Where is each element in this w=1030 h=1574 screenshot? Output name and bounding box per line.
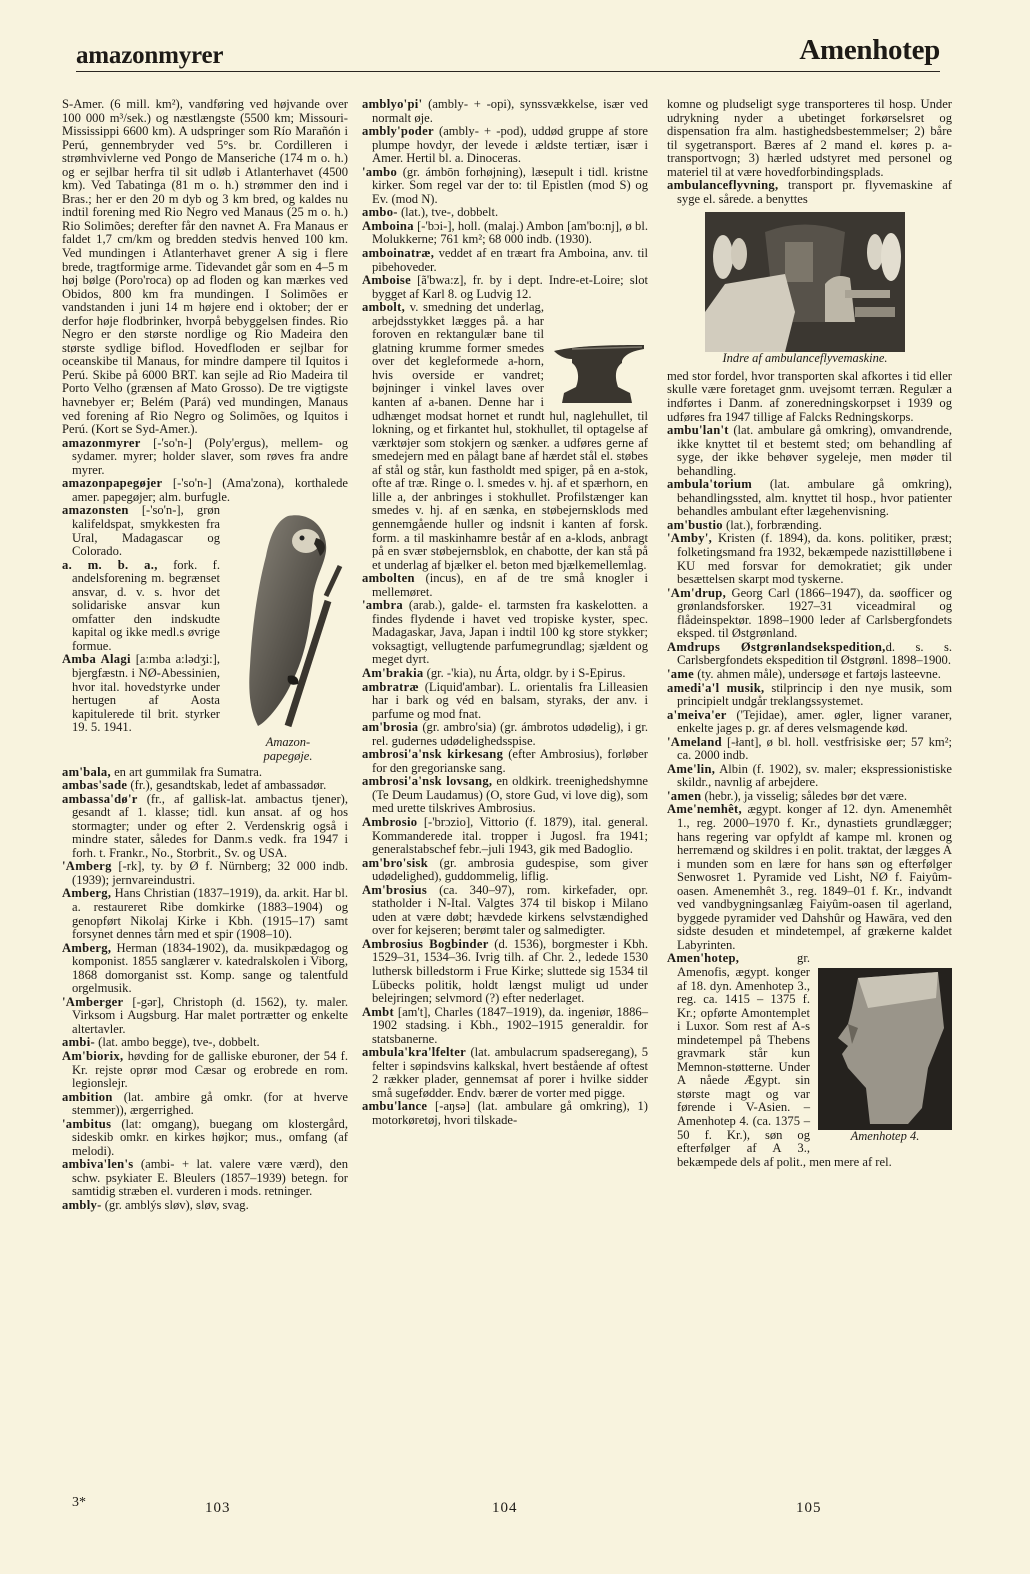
headword: amazonmyrer xyxy=(62,435,141,450)
headword: amazonpapegøjer xyxy=(62,476,163,491)
headword: amazonsten xyxy=(62,503,129,518)
headword: Amberg, xyxy=(62,940,112,955)
parrot-caption: Amazon- papegøje. xyxy=(263,735,313,763)
headword: ambu'lan't xyxy=(667,423,729,438)
entry: ambula'kra'lfelter (lat. ambulacrum spadseregang), 5 felter i søpindsvins kalkskal, hvert bestående af oftest 2 rækker plader, gennemsat af porer i hvilke sidder små sugefødder. Endv. bærer de vorter med pigge. xyxy=(362,1045,648,1100)
header-rule xyxy=(76,71,940,72)
entry: a. m. b. a., fork. f. andelsforening m. begrænset ansvar, d. v. s. hvor det solidariske ansvar kun omfatter den indskudte kapital og ikke medl.s øvrige formue. xyxy=(62,557,220,653)
entry: ambratræ (Liquid'ambar). L. orientalis fra Lilleasien har i bark og véd en balsam, styraks, der anv. i parfume og mod fnat. xyxy=(362,679,648,721)
headword: ambrosi'a'nsk lovsang, xyxy=(362,774,493,789)
headword: ambu'lance xyxy=(362,1099,428,1114)
entry: ambiva'len's (ambi- + lat. valere være værd), den schw. psykiater E. Bleulers (1857–1939) betegn. for samtidig stræben el. vurderen i mods. retninger. xyxy=(62,1157,348,1199)
entry: 'ambra (arab.), galde- el. tarmsten fra kaskelotten. a findes flydende i havet ved tropiske kyster, spec. Madagaskar, Java, Japan i indtil 100 kg store stykker; voksagtigt, vellugtende parfumegrundlag; sjældent og meget dyrt. xyxy=(362,598,648,667)
headword: a'meiva'er xyxy=(667,707,727,722)
column-1 xyxy=(62,98,348,1213)
entry: Amba Alagi [a:mba a:lədʒi:], bjergfæstn. i NØ-Abessinien, hvor ital. hovedstyrke under hertugen af Aosta kapitulerede til brit. styrker 19. 5. 1941. xyxy=(62,652,220,735)
right-guideword: Amenhotep xyxy=(799,34,940,66)
headword: 'amen xyxy=(667,788,702,803)
entry: Ambrosio [-'brɔzio], Vittorio (f. 1879), ital. general. Kommanderede ital. tropper i Jugosl. fra 1941; generalstabschef febr.–juli 1943, gik med Badoglio. xyxy=(362,814,648,857)
page-number-103: 103 xyxy=(205,1500,231,1516)
column-3 xyxy=(667,98,952,1169)
entry-continuation: komne og pludseligt syge transporteres til hosp. Under udrykning nyder a ubetinget forkørselsret og dispensation fra alm. hastighedsbestemmelser; 2) båre til sygetransport. Bæres af 2 mand el. køres p. a-transportvogn; 3) hærled udstyret med personel og materiel til at være hovedforbindingsplads. xyxy=(667,97,952,179)
entry: ambu'lance [-aŋsə] (lat. ambulare gå omkring), 1) motorkøretøj, hvori tilskade- xyxy=(362,1099,648,1128)
entry: 'Am'drup, Georg Carl (1866–1947), da. søofficer og grønlandsforsker. 1927–31 viceadmiral og flådeinspektør. 1898–1900 leder af Carlsbergfondets eksped. til Østgrønland. xyxy=(667,585,952,641)
headword: amblyo'pi' xyxy=(362,97,423,111)
headword: 'Am'drup, xyxy=(667,585,727,600)
headword: am'bustio xyxy=(667,517,723,532)
entry: ambolten (incus), en af de tre små knogler i mellemøret. xyxy=(362,571,648,599)
entry: ambu'lan't (lat. ambulare gå omkring), omvandrende, ikke knyttet til et bestemt sted; om behandling af syge, der ikke behøver sygeleje, men møder til behandling. xyxy=(667,423,952,478)
headword: Amberg, xyxy=(62,886,112,901)
headword: am'bro'sisk xyxy=(362,855,429,870)
entry: 'Amberger [-gər], Christoph (d. 1562), ty. maler. Virksom i Augsburg. Har malet portrætter og enkelte altertavler. xyxy=(62,994,348,1036)
headword: Ame'lin, xyxy=(667,761,716,776)
headword: 'ambo xyxy=(362,164,398,179)
headword: ambo- xyxy=(362,205,398,220)
headword: Am'brosius xyxy=(362,882,428,897)
entry: 'ambitus (lat: omgang), buegang om klostergård, sideskib omkr. en kirkes højkor; mus., omfang (af melodi). xyxy=(62,1116,348,1158)
page-header xyxy=(76,34,940,74)
entry-continuation: med stor fordel, hvor transporten skal afkortes i tid eller skulle være foretaget gnm. uvejsomt terræn. Regulær a indførtes i Danm. af zoneredningskorpset i 1939 og udføres fra 1947 tillige af Falcks Redningskorps. xyxy=(667,368,952,424)
headword: 'Amberger xyxy=(62,994,124,1009)
amenhotep-caption: Amenhotep 4. xyxy=(850,1129,920,1144)
page-number-105: 105 xyxy=(796,1500,822,1516)
entry: Am'brosius (ca. 340–97), rom. kirkefader, opr. statholder i N-Ital. Valgtes 374 til biskop i Milano uden at være døbt; hævdede kirkens selvstændighed over for kejseren; berømt taler og salmedigter. xyxy=(362,882,648,938)
entry: ambly'poder (ambly- + -pod), uddød gruppe af store plumpe hovdyr, der levede i ældste tertiær, især i Amer. Hertil bl. a. Dinoceras. xyxy=(362,124,648,166)
headword: Ambrosius Bogbinder xyxy=(362,936,489,951)
headword: ambi- xyxy=(62,1035,95,1050)
amenhotep-figure xyxy=(818,968,952,1144)
headword: ambulanceflyvning, xyxy=(667,178,779,193)
headword: 'ame xyxy=(667,666,695,681)
headword: Ambrosio xyxy=(362,814,418,829)
entry: Ambt [am't], Charles (1847–1919), da. ingeniør, 1886–1902 stadsing. i Kbh., 1902–1915 generaldir. for statsbanerne. xyxy=(362,1004,648,1046)
headword: Am'brakia xyxy=(362,665,424,680)
entry: am'bala, en art gummilak fra Sumatra. xyxy=(62,764,263,779)
headword: 'ambitus xyxy=(62,1116,112,1131)
entry: Am'brakia (gr. -'kia), nu Árta, oldgr. by i S-Epirus. xyxy=(362,665,626,680)
entry: ambolt, v. smedning det underlag, arbejdsstykket lægges på. a har foroven en rektangulær bane til glatning krumme former smedes over det kegleformede a-horn, hvis overside er vandret; bøjninger i vinkel laves over kanten af a-banen. Denne har i udhænget modsat hornet et rundt hul, naglehullet, til lokning, og et firkantet hul, stokhullet, til optagelse af værktøjer som stokjern og sænker. a udføres gerne af smedejern med en pålagt bane af hærdet stål el. støbes af stål og står, kun fastholdt med spiger, på en a-stok, ofte af træ. Ringe o. l. smedes v. hj. af et spærhorn, en lille a, der anbringes i stokhullet. Profilstænger kan smedes v. hj. af en sænka, en støbejernsklods med gennemgående huller og indsnit i kanten af forsk. form. a til maskinhamre består af en a-klods, anbragt på en svær støbejernsblok, en chabotte, der kan stå på et underlag af bjælker el. beton med bjælkemellemlag. xyxy=(362,300,648,572)
headword: 'Amby', xyxy=(667,531,713,546)
entry: Amboise [ã'bwa:z], fr. by i dept. Indre-et-Loire; slot bygget af Karl 8. og Ludvig 12. xyxy=(362,273,648,301)
entry: amboinatræ, veddet af en træart fra Amboina, anv. til pibehoveder. xyxy=(362,246,648,274)
entry: Amberg, Hans Christian (1837–1919), da. arkit. Har bl. a. restaureret Ribe domkirke (1883–1904) og genopført Nikolaj Kirke i Kbh. (1915–17) samt forsynet dennes tårn med et spir (1908–10). xyxy=(62,886,348,942)
signature-mark: 3* xyxy=(72,1495,86,1510)
headword: ambratræ xyxy=(362,679,419,694)
entry: 'ambo (gr. ámbōn forhøjning), læsepult i tidl. kristne kirker. Som regel var der to: til Epistlen (mod S) og Ev. (mod N). xyxy=(362,164,648,206)
headword: amboinatræ, xyxy=(362,246,435,261)
column-2 xyxy=(362,98,648,1128)
entry: am'brosia (gr. ambro'sia) (gr. ámbrotos udødelig), i gr. rel. gudernes udødelighedsspise. xyxy=(362,720,648,748)
parrot-illustration-icon xyxy=(228,506,348,736)
entry: amblyo'pi' (ambly- + -opi), synssvækkelse, især ved normalt øje. xyxy=(362,97,648,125)
left-guideword: amazonmyrer xyxy=(76,42,224,69)
entry: 'amen (hebr.), ja visselig; således bør det være. xyxy=(667,788,908,803)
headword: amedi'a'l musik, xyxy=(667,680,765,695)
entry: Amboina [-'bɔi-], holl. (malaj.) Ambon [am'bo:nj], ø bl. Molukkerne; 761 km²; 68 000 indb. (1930). xyxy=(362,218,648,247)
entry: Ambrosius Bogbinder (d. 1536), borgmester i Kbh. 1529–31, 1534–36. Ivrig tilh. af Chr. 2., ledede 1530 luthersk billedstorm i Frue Kirke; sluttede sig 1534 til Lübecks politik, holdt længst muligt ud under belejringen; selvmord (?) efter nederlaget. xyxy=(362,936,648,1006)
entry: Amberg, Herman (1834-1902), da. musikpædagog og komponist. 1855 sanglærer v. katedralskolen i Viborg, 1868 domorganist sst. Komp. sange og talentfuld orgelmusik. xyxy=(62,940,348,996)
entry: 'ame (ty. ahmen måle), undersøge et fartøjs lasteevne. xyxy=(667,666,941,681)
entry: amazonsten [-'so'n-], grøn kalifeldspat, smykkesten fra Ural, Madagascar og Colorado. xyxy=(62,503,220,559)
entry: amazonpapegøjer [-'so'n-] (Ama'zona), korthalede amer. papegøjer; alm. burfugle. xyxy=(62,476,348,504)
headword: Amboise xyxy=(362,273,411,288)
headword: ambolten xyxy=(362,571,415,586)
headword: ambition xyxy=(62,1089,113,1104)
entry: ambo- (lat.), tve-, dobbelt. xyxy=(362,205,499,220)
headword: 'ambra xyxy=(362,598,403,613)
entry: am'bustio (lat.), forbrænding. xyxy=(667,517,822,532)
headword: ambassa'dø'r xyxy=(62,791,138,806)
headword: 'Amberg xyxy=(62,859,112,874)
ambulance-caption: Indre af ambulanceflyvemaskine. xyxy=(722,351,888,366)
headword: ambly- xyxy=(62,1198,102,1212)
entry: Ame'nemhêt, ægypt. konger af 12. dyn. Amenemhêt 1., reg. 2000–1970 f. Kr., dynastiets grundlægger; hans regering var opfyldt af kampe ml. kronen og herremænd og skildres i en polit. traktat, der lægges A i munden som en lære for hans søn og efterfølger Senwosret 1. Pyramide ved Lisht, NØ f. Faiyûm-oasen. Amenemhêt 3., reg. 1849–01 f. Kr., indvandt ved vandbygningsanlæg Faiyûm-oasen til agerland, byggede pyramider ved Dahshûr og Hawāra, ved den sidste desuden et mindetempel, af grækerne kaldet Labyrinten. xyxy=(667,802,952,952)
entry: Ame'lin, Albin (f. 1902), sv. maler; ekspressionistiske skildr., navnlig af arbejdere. xyxy=(667,761,952,790)
headword: am'bala, xyxy=(62,764,111,779)
entry: 'Amby', Kristen (f. 1894), da. kons. politiker, præst; folketingsmand fra 1932, bekæmpede nazisttilløbene i KU med forsvar for demokratiet; gik under besættelsen skarpt mod tyskerne. xyxy=(667,531,952,587)
entry: amazonmyrer [-'so'n-] (Poly'ergus), mellem- og sydamer. myrer; holder slaver, som røves fra andre myrer. xyxy=(62,435,348,477)
entry: 'Amberg [-rk], ty. by Ø f. Nürnberg; 32 000 indb. (1939); jernvareindustri. xyxy=(62,859,348,887)
headword: Amboina xyxy=(362,218,414,233)
headword: ambula'torium xyxy=(667,477,753,492)
headword: ambiva'len's xyxy=(62,1157,134,1172)
entry: ambi- (lat. ambo begge), tve-, dobbelt. xyxy=(62,1035,260,1050)
headword: Amen'hotep, xyxy=(667,951,740,966)
entry: amedi'a'l musik, stilprincip i den nye musik, som principielt undgår treklangssystemet. xyxy=(667,680,952,709)
headword: ambolt, xyxy=(362,300,406,315)
headword: Am'biorix, xyxy=(62,1048,124,1063)
headword: a. m. b. a., xyxy=(62,557,158,572)
headword: 'Ameland xyxy=(667,734,722,749)
entry: ambas'sade (fr.), gesandtskab, ledet af ambassadør. xyxy=(62,778,327,793)
headword: ambly'poder xyxy=(362,124,434,139)
ambulance-figure xyxy=(705,212,905,366)
headword: ambas'sade xyxy=(62,778,128,793)
entry: am'bro'sisk (gr. ambrosia gudespise, som giver udødelighed), guddommelig, liflig. xyxy=(362,855,648,884)
parrot-figure xyxy=(228,506,348,763)
entry: ambulanceflyvning, transport pr. flyvemaskine af syge el. sårede. a benyttes xyxy=(667,178,952,206)
headword: Ambt xyxy=(362,1004,394,1019)
headword: am'brosia xyxy=(362,720,419,735)
entry: ambassa'dø'r (fr., af gallisk-lat. ambactus tjener), gesandt af 1. klasse; tidl. kun ansat. af og hos stormagter; under og efter 2. Verdenskrig også i mindre stater, således for Danm.s vedk. fra 1947 i forh. t. Frankr., No., Storbrit., Sv. og USA. xyxy=(62,791,348,860)
entry: a'meiva'er ('Tejidae), amer. øgler, ligner varaner, enkelte jages p. gr. af deres velsmagende kød. xyxy=(667,707,952,736)
entry: ambition (lat. ambire gå omkr. (for at hverve stemmer)), ærgerrighed. xyxy=(62,1089,348,1118)
headword: Amdrups Østgrønlandsekspedition, xyxy=(667,639,886,654)
headword: Amba Alagi xyxy=(62,652,131,667)
anvil-figure xyxy=(552,341,648,407)
entry: Amdrups Østgrønlandsekspedition,d. s. s. Carlsbergfondets ekspedition til Østgrønl. 1898–1900. xyxy=(667,639,952,668)
headword: Ame'nemhêt, xyxy=(667,802,742,817)
entry: Amen'hotep, gr. Amenofis, ægypt. konger af 18. dyn. Amenhotep 3., reg. ca. 1415 – 1375 f. Kr.; opførte Amontemplet i Luxor. Som rest af A-s mindetempel på Thebens gravmark står kun Memnon-støtterne. Under A nåede Ægypt. sin største magt og var førende i V-Asien. – Amenhotep 4. (ca. 1375 –50 f. Kr.), søn og efterfølger af A 3., bekæmpede dels af polit., men mere af rel. xyxy=(667,951,892,1169)
anvil-illustration-icon xyxy=(552,341,648,407)
entry: ambula'torium (lat. ambulare gå omkring), behandlingssted, alm. knyttet til hosp., hvor patienter behandles ambulant efter lægehenvisning. xyxy=(667,477,952,519)
entry: ambrosi'a'nsk kirkesang (efter Ambrosius), forløber for den gregorianske sang. xyxy=(362,747,648,775)
page-number-104: 104 xyxy=(492,1500,518,1516)
entry: ambly- (gr. amblýs sløv), sløv, svag. xyxy=(62,1198,249,1212)
entry: 'Ameland [-łant], ø bl. holl. vestfrisiske øer; 57 km²; ca. 2000 indb. xyxy=(667,734,952,763)
headword: ambrosi'a'nsk kirkesang xyxy=(362,747,504,762)
amenhotep-bust-photo-icon xyxy=(818,968,952,1130)
headword: ambula'kra'lfelter xyxy=(362,1045,467,1060)
entry-continuation: S-Amer. (6 mill. km²), vandføring ved højvande over 100 000 m³/sek.) og næstlængste (5500 km; Missouri-Mississippi 6600 km). A udspringer som Río Marañón i Perú, gennembryder ved 5°s. br. Cordilleren i strømhvivlerne ved Pongo de Manseriche (174 m o. h.) og er sejlbar herfra til sit udløb i Atlanterhavet (4500 km). Ved Tabatinga (81 m o. h.) strømmer den ind i Bras.; her er den 20 m dyb og 3 km bred, og kaldes nu indtil forening med Rio Negro ved Manaus (25 m o. h.) Rio Solimões; derefter får den navnet A. Fra Manaus er faldet 1,7 cm/km og bredden stedvis henved 100 km. Ved mundingen i Atlanterhavet grener A sig i flere brede, tragtformige arme. Tidevandet går som en 4–5 m høj bølge (Poro'roca) op ad floden og kan mærkes ved Obidos, 800 km fra mundingen. I Solimões er vandstanden i juni 14 m højere end i oktober; der er derfor høje flodbrinker, hvorpå bebyggelsen findes. Rio Negro er den største nordlige og Rio Madeira den største sydlige biflod. Hovedfloden er sejlbar for oceanskibe til Manaus, for mindre dampere til Iquitos i Perú. Skibe på 6000 BRT. kan sejle ad Rio Madeira til Porto Velho (grænsen af Mato Grosso). De tre vigtigste havnebyer er; Belém (Pará) ved mundingen, Manaus ved forening af Rio Negro og Solimões, og Iquitos i Perú. (Kort se Syd-Amer.). xyxy=(62,97,348,437)
ambulance-aircraft-interior-photo-icon xyxy=(705,212,905,352)
entry: ambrosi'a'nsk lovsang, en oldkirk. treenighedshymne (Te Deum Laudamus) (O, store Gud, vi love dig), som med urette tilskrives Ambrosius. xyxy=(362,774,648,816)
entry: Am'biorix, høvding for de galliske eburoner, der 54 f. Kr. rejste oprør mod Cæsar og erobrede en rom. legionslejr. xyxy=(62,1048,348,1091)
